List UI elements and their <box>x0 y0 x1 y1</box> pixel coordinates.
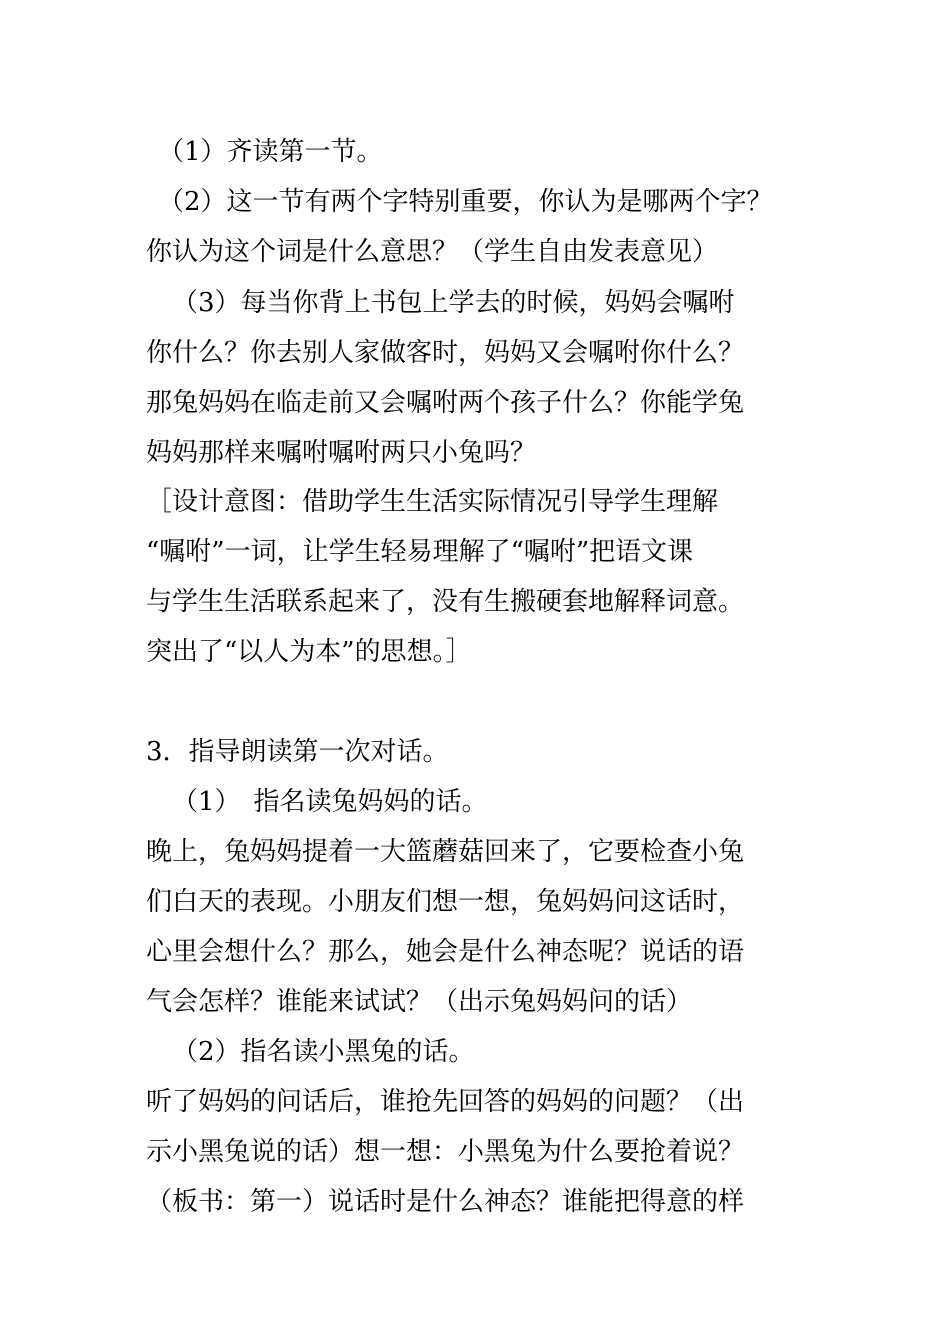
text-line-10: 与学生生活联系起来了，没有生搬硬套地解释词意。 <box>146 587 745 617</box>
section-heading: 3．指导朗读第一次对话。 <box>146 737 449 767</box>
text-line-4: （3）每当你背上书包上学去的时候，妈妈会嘱咐 <box>172 288 735 318</box>
text-line-14: 晚上，兔妈妈提着一大篮蘑菇回来了，它要检查小兔 <box>146 837 745 867</box>
text-line-9: “嘱咐”一词，让学生轻易理解了“嘱咐”把语文课 <box>146 537 694 567</box>
text-line-18: （2）指名读小黑兔的话。 <box>172 1037 475 1067</box>
text-line-2: （2）这一节有两个字特别重要，你认为是哪两个字？ <box>158 187 773 217</box>
text-line-21: （板书：第一）说话时是什么神态？谁能把得意的样 <box>146 1187 745 1217</box>
text-line-6: 那兔妈妈在临走前又会嘱咐两个孩子什么？你能学兔 <box>146 388 745 418</box>
text-line-3: 你认为这个词是什么意思？（学生自由发表意见） <box>146 237 719 267</box>
text-line-19: 听了妈妈的问话后，谁抢先回答的妈妈的问题？（出 <box>146 1087 745 1117</box>
text-line-20: 示小黑兔说的话）想一想：小黑兔为什么要抢着说？ <box>146 1137 745 1167</box>
text-line-11: 突出了“以人为本”的思想。］ <box>146 637 472 667</box>
text-line-15: 们白天的表现。小朋友们想一想，兔妈妈问这话时， <box>146 887 745 917</box>
text-line-8: ［设计意图：借助学生生活实际情况引导学生理解 <box>146 487 719 517</box>
text-line-13: （1） 指名读兔妈妈的话。 <box>172 787 488 817</box>
text-line-17: 气会怎样？谁能来试试？（出示兔妈妈问的话） <box>146 987 693 1017</box>
text-line-5: 你什么？你去别人家做客时，妈妈又会嘱咐你什么？ <box>146 338 745 368</box>
text-line-7: 妈妈那样来嘱咐嘱咐两只小兔吗？ <box>146 438 537 468</box>
text-line-1: （1）齐读第一节。 <box>158 137 383 167</box>
text-line-16: 心里会想什么？那么，她会是什么神态呢？说话的语 <box>146 937 745 967</box>
